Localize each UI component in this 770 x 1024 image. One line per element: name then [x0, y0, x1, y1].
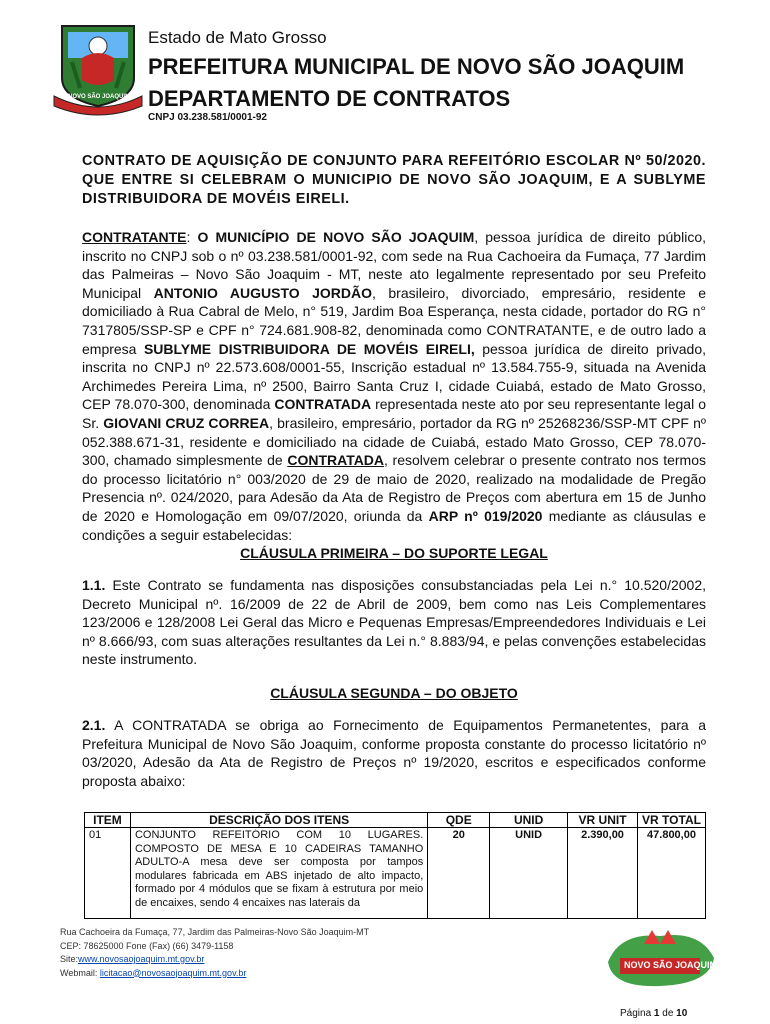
- company-name: SUBLYME DISTRIBUIDORA DE MOVÉIS EIRELI,: [143, 340, 475, 357]
- item-quantity: 20: [428, 828, 490, 919]
- item-number: 01: [85, 828, 131, 919]
- text-segment: , brasileiro, empresário, portador da RG nº 25268236/SSP-MT CPF nº 052.388.671-31, residente e domiciliado na cidade de Cuiabá, estado Mato Grosso, CEP 78.070-300, chamado simplesmente de: [82, 414, 706, 469]
- item-unit-value: 2.390,00: [568, 828, 638, 919]
- webmail-link[interactable]: licitacao@novosaojoaquim.mt.gov.br: [99, 967, 247, 978]
- text-segment: representada neste ato por seu representante legal o Sr.: [82, 396, 706, 431]
- page-label: Página: [620, 1008, 654, 1019]
- page-current: 1: [653, 1008, 660, 1019]
- page-number: [620, 1008, 687, 1019]
- prefecture-name: PREFEITURA MUNICIPAL DE NOVO SÃO JOAQUIM: [148, 54, 685, 79]
- item-unit: UNID: [490, 828, 568, 919]
- state-name: Estado de Mato Grosso: [148, 28, 327, 47]
- header-description: DESCRIÇÃO DOS ITENS: [130, 813, 427, 828]
- footer-site-line: [60, 953, 369, 967]
- clause-number: 2.1.: [82, 717, 106, 733]
- item-description: CONJUNTO REFEITÓRIO COM 10 LUGARES. COMPOSTO DE MESA E 10 CADEIRAS TAMANHO ADULTO-A mesa deve ser composta por tampos modulares fabricada em ABS injetado de alto impacto, formado por 4 módulos que se fixam à estrutura por meio de encaixes, sendo 4 encaixes nas laterais da: [134, 829, 424, 909]
- municipality-entity: O MUNICÍPIO DE NOVO SÃO JOAQUIM: [197, 229, 475, 245]
- clause-one-paragraph: [82, 576, 706, 669]
- text-segment: , resolvem celebrar o presente contrato nos termos do processo licitatório n° 003/2020 de 29 de maio de 2020, realizado na modalidade de Pregão Presencia nº. 024/2020, para Adesão da Ata de Registro de Preços com abertura em 15 de Junho de 2020 e Homologação em 09/07/2020, oriunda da: [82, 452, 706, 524]
- item-description-cell: [130, 828, 427, 919]
- table-header-row: [85, 813, 706, 828]
- municipality-logo: [600, 922, 720, 992]
- mayor-name: ANTONIO AUGUSTO JORDÃO: [153, 284, 373, 301]
- clause-text: Este Contrato se fundamenta nas disposições consubstanciadas pela Lei n.° 10.520/2002, Decreto Municipal nº. 16/2009 de 22 de Abril de 2009, bem como nas Leis Complementares 123/2006 e 128/2008 Lei Geral das Micro e Pequenas Empresas/Empreendedores Individuais e Lei nº 8.666/93, com suas alterações resultantes da Lei n.° 8.883/94, e pelas convenções estabelecidas neste instrumento.: [82, 577, 706, 668]
- site-link[interactable]: www.novosaojoaquim.mt.gov.br: [78, 954, 205, 964]
- clause-two-paragraph: [82, 716, 706, 790]
- table-row: [85, 828, 706, 919]
- items-table: [84, 812, 706, 919]
- text-segment: , brasileiro, divorciado, empresário, residente e domiciliado à Rua Cabral de Melo, n° 519, Jardim Boa Esperança, nesta cidade, portador do RG n° 7317805/SSP-SP e CPF n° 724.681.908-82, denominada como CONTRATANTE, e de outro lado a empresa: [82, 284, 707, 357]
- clause-two-heading: CLÁUSULA SEGUNDA – DO OBJETO: [270, 685, 518, 701]
- header-unit: UNID: [490, 813, 568, 828]
- clause-text: A CONTRATADA se obriga ao Fornecimento de Equipamentos Permanetentes, para a Prefeitura Municipal de Novo São Joaquim, conforme proposta constante do processo licitatório nº 03/2020, Adesão da Ata de Registro de Preços nº 19/2020, escritos e especificados conforme proposta abaixo:: [82, 717, 706, 789]
- header-quantity: QDE: [428, 813, 490, 828]
- header-item: ITEM: [85, 813, 131, 828]
- logo-text: NOVO SÃO JOAQUIM: [624, 960, 718, 970]
- contratante-label: CONTRATANTE: [82, 229, 187, 245]
- arp-number: ARP nº 019/2020: [428, 507, 543, 524]
- text-segment: mediante as cláusulas e condições a seguir estabelecidas:: [82, 507, 707, 543]
- cnpj-number: CNPJ 03.238.581/0001-92: [148, 112, 267, 123]
- representative-name: GIOVANI CRUZ CORREA: [103, 414, 270, 431]
- footer-webmail-line: [60, 967, 369, 981]
- department-name: DEPARTAMENTO DE CONTRATOS: [148, 86, 511, 111]
- footer-contact: [60, 926, 369, 980]
- header-unit-value: VR UNIT: [568, 813, 638, 828]
- footer-address: Rua Cachoeira da Fumaça, 77, Jardim das Palmeiras-Novo São Joaquim-MT: [60, 927, 370, 937]
- site-label: Site:: [60, 954, 79, 964]
- header-total-value: VR TOTAL: [638, 813, 706, 828]
- item-total-value: 47.800,00: [638, 828, 706, 919]
- page-total: 10: [676, 1008, 688, 1019]
- colon: :: [186, 229, 198, 245]
- contratante-paragraph: [82, 228, 706, 544]
- text-segment: , pessoa jurídica de direito público, inscrito no CNPJ sob o nº 03.238.581/0001-92, com sede na Rua Cachoeira da Fumaça, 77 Jardim das Palmeiras – Novo São Joaquim - MT, neste ato legalmente representado por seu Prefeito Municipal: [82, 229, 706, 301]
- contratada-label: CONTRATADA: [274, 396, 372, 413]
- webmail-label: Webmail:: [60, 967, 100, 978]
- contract-title: CONTRATO DE AQUISIÇÃO DE CONJUNTO PARA REFEITÓRIO ESCOLAR Nº 50/2020. QUE ENTRE SI CELEBRAM O MUNICIPIO DE NOVO SÃO JOAQUIM, E A SUBLYME DISTRIBUIDORA DE MOVÉIS EIRELI.: [82, 153, 706, 207]
- contratada-label: CONTRATADA: [287, 452, 385, 469]
- clause-number: 1.1.: [82, 577, 106, 593]
- clause-one-heading: CLÁUSULA PRIMEIRA – DO SUPORTE LEGAL: [240, 545, 548, 561]
- crest-banner-text: NOVO SÃO JOAQUIM: [67, 94, 130, 100]
- municipal-crest: [52, 18, 144, 116]
- footer-phone: CEP: 78625000 Fone (Fax) (66) 3479-1158: [60, 940, 234, 951]
- text-segment: pessoa jurídica de direito privado, inscrita no CNPJ nº 22.573.608/0001-55, Inscrição estadual nº 13.584.755-9, situada na Avenida Archimedes Pereira Lima, nº 2500, Bairro Santa Cruz I, cidade Cuiabá, estado de Mato Grosso, CEP 78.070-300, denominada: [82, 340, 706, 413]
- page-of: de: [659, 1008, 677, 1019]
